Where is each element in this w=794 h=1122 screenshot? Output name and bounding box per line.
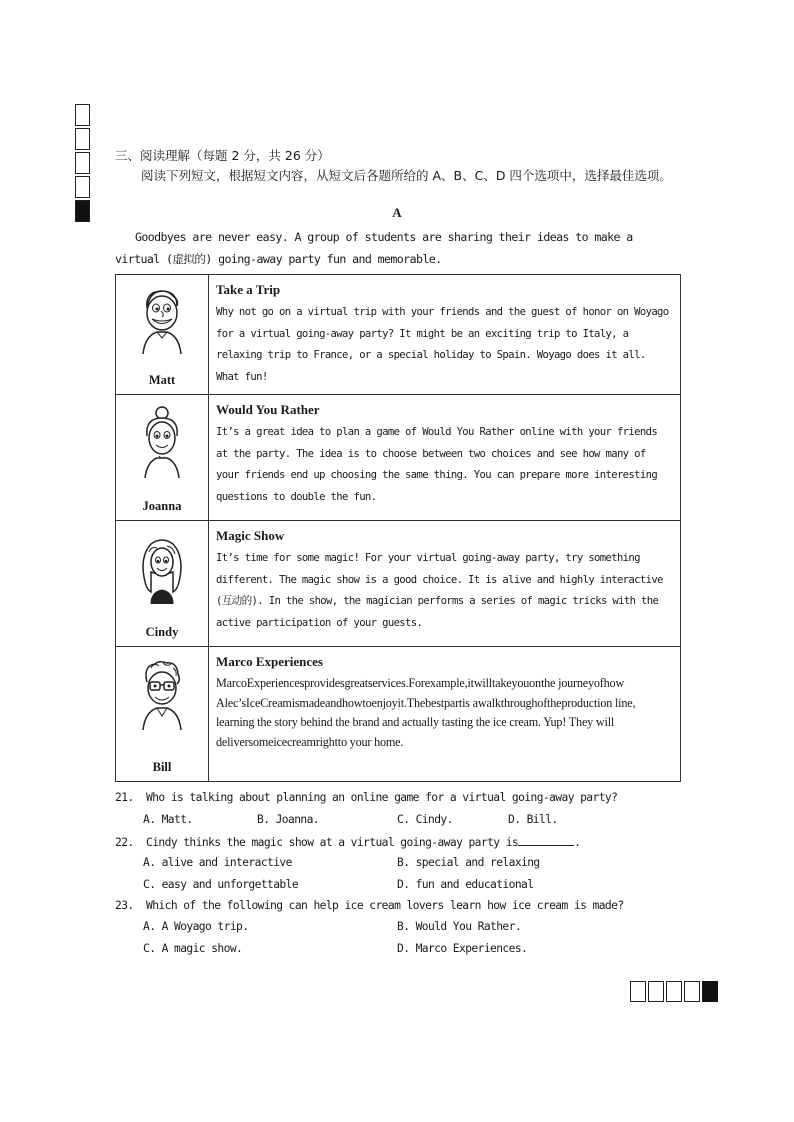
section-title: 三、阅读理解（每题 2 分，共 26 分） [115,148,330,163]
option[interactable]: D. Marco Experiences. [397,942,528,955]
page-marks [630,981,720,1002]
cartoon-girl-long-hair-icon [137,532,187,604]
question-23 [115,899,624,912]
person-name: Joanna [142,499,182,513]
question-number: 21. [115,791,134,804]
option[interactable]: C. Cindy. [397,813,453,826]
mark-box [666,981,682,1002]
idea-row [116,275,681,395]
mark-box-filled [702,981,718,1002]
question-22 [115,834,580,849]
idea-text: MarcoExperiencesprovidesgreatservices.Forexample,itwilltakeyouonthe journeyofhow Alec’sIceCreamismadeandhowtoenjoyit.Thebestpartis awalkthroughoftheproduction line, learning the story behind the brand and actually tasting the ice cream. Yup! They will deliversomeicecreamrightto your home. [216,676,636,749]
idea-row [116,647,681,782]
mark-box [648,981,664,1002]
person-cell [116,647,209,782]
person-cell [116,395,209,521]
answer-blank[interactable] [518,834,574,846]
option[interactable]: D. fun and educational [397,878,534,891]
binding-box [75,104,90,126]
idea-row [116,395,681,521]
cartoon-girl-icon [137,406,187,478]
section-instructions: 阅读下列短文，根据短文内容，从短文后各题所给的 A、B、C、D 四个选项中，选择最佳选项。 [141,168,672,183]
cartoon-man-glasses-icon [137,658,187,730]
mark-box [630,981,646,1002]
question-number: 22. [115,836,134,849]
idea-title: Take a Trip [216,282,281,297]
idea-cell [209,647,681,782]
binding-box [75,152,90,174]
idea-row [116,521,681,647]
person-name: Bill [152,760,172,774]
passage-label: A [392,205,402,220]
option[interactable]: D. Bill. [508,813,558,826]
option[interactable]: B. Would You Rather. [397,920,522,933]
option[interactable]: A. Matt. [143,813,193,826]
option[interactable]: A. A Woyago trip. [143,920,249,933]
question-text: Cindy thinks the magic show at a virtual going-away party is [146,836,519,849]
person-name: Cindy [145,625,179,639]
binding-box [75,128,90,150]
idea-text: It’s time for some magic! For your virtual going-away party, try something different. The magic show is a good choice. It is alive and highly interactive (互动的). In the show, the magician performs a series of magic tricks with the active participation of your guests. [216,552,663,629]
ideas-table [115,274,681,782]
binding-box [75,176,90,198]
question-text: Who is talking about planning an online game for a virtual going-away party? [146,791,618,804]
person-name: Matt [148,373,176,387]
cartoon-boy-icon [137,286,187,354]
question-text: Which of the following can help ice cream lovers learn how ice cream is made? [146,899,624,912]
option[interactable]: C. A magic show. [143,942,243,955]
passage-intro: Goodbyes are never easy. A group of students are sharing their ideas to make a virtual (虚拟的) going-away party fun and memorable. [115,230,633,266]
question-number: 23. [115,899,134,912]
idea-title: Marco Experiences [216,654,323,669]
idea-title: Magic Show [216,528,285,543]
option[interactable]: A. alive and interactive [143,856,292,869]
person-cell [116,275,209,395]
question-tail: . [574,836,581,849]
idea-text: It’s a great idea to plan a game of Would You Rather online with your friends at the party. The idea is to choose between two choices and see how many of your friends end up choosing the same thing. You can prepare more interesting questions to double the fun. [216,426,658,503]
idea-text: Why not go on a virtual trip with your friends and the guest of honor on Woyago for a virtual going-away party? It might be an exciting trip to Italy, a relaxing trip to France, or a special holiday to Spain. Woyago does it all. What fun! [216,306,669,383]
idea-cell [209,275,681,395]
idea-cell [209,521,681,647]
idea-cell [209,395,681,521]
person-cell [116,521,209,647]
option[interactable]: C. easy and unforgettable [143,878,299,891]
idea-title: Would You Rather [216,402,320,417]
option[interactable]: B. special and relaxing [397,856,540,869]
mark-box [684,981,700,1002]
option[interactable]: B. Joanna. [257,813,320,826]
question-21 [115,791,617,804]
